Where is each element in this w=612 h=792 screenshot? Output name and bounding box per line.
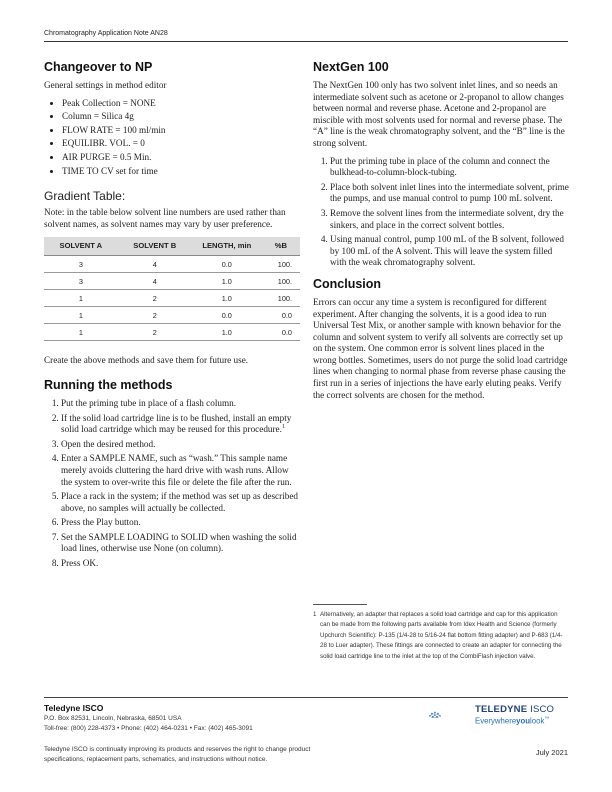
list-item: 3. Open the desired method. <box>61 439 300 451</box>
list-item <box>61 413 300 436</box>
footer-disclaimer: Teledyne ISCO is continually improving its products and reserves the right to change product specifications, replacement parts, schematics, and instructions without notice. <box>44 746 311 763</box>
changeover-intro: General settings in method editor <box>44 80 167 90</box>
table-cell: 3 <box>44 273 118 290</box>
list-item: 3. Remove the solvent lines from the intermediate solvent, dry the sinkers, and place in the correct solvent bottles. <box>330 208 569 231</box>
footnote-text: Alternatively, an adapter that replaces a solid load cartridge and cap for this application can be made from the following parts available from Idex Health and Science (formerly Upchurch Scientific): P-135 (1/4-28 to 5/16-24 flat bottom fitting adapter) and P-683 (1/4-28 to Luer adapter). These fittings are connected to create an adapter for connecting the solid load cartridge line to the inlet at the top of the CombiFlash injection valve. <box>320 611 563 660</box>
list-item: 4. Using manual control, pump 100 mL of the B solvent, followed by 100 mL of the A solvent. This will leave the system filled with the weak chromatography solvent. <box>330 234 569 269</box>
table-cell: 2 <box>118 290 192 307</box>
gradient-note: Note: in the table below solvent line numbers are used rather than solvent names, as solvent names may vary by user preference. <box>44 207 286 229</box>
list-item: 5. Place a rack in the system; if the method was set up as described above, no samples will actually be collected. <box>61 491 300 514</box>
conclusion-heading: Conclusion <box>313 276 382 291</box>
logo-brand <box>475 704 554 715</box>
table-row <box>44 324 300 341</box>
table-cell: 1.0 <box>192 290 262 307</box>
table-cell: 100. <box>262 256 300 273</box>
table-cell: 0.0 <box>262 307 300 324</box>
table-cell: 0.0 <box>192 256 262 273</box>
footnote-mark: 1 <box>313 611 317 618</box>
column-header-length: LENGTH, min <box>192 237 262 256</box>
list-item: • TIME TO CV set for time <box>62 166 300 178</box>
table-cell: 1 <box>44 324 118 341</box>
running-methods-heading: Running the methods <box>44 377 173 392</box>
tagline-trademark: ™ <box>544 716 550 722</box>
table-row <box>44 290 300 307</box>
logo-tagline <box>475 716 554 726</box>
nextgen-heading: NextGen 100 <box>313 60 389 74</box>
column-header-solvent-a: SOLVENT A <box>44 237 118 256</box>
footer-company: Teledyne ISCO <box>44 703 104 713</box>
table-cell: 2 <box>118 324 192 341</box>
table-cell: 0.0 <box>192 307 262 324</box>
logo-brand-name: TELEDYNE <box>475 704 528 715</box>
table-cell: 1.0 <box>192 273 262 290</box>
table-cell: 4 <box>118 256 192 273</box>
list-item: 8. Press OK. <box>61 558 300 570</box>
column-header-solvent-b: SOLVENT B <box>118 237 192 256</box>
right-column <box>313 60 569 407</box>
gradient-table-heading: Gradient Table: <box>44 189 126 204</box>
table-cell: 2 <box>118 307 192 324</box>
table-cell: 4 <box>118 273 192 290</box>
conclusion-body: Errors can occur any time a system is reconfigured for different experiment. After changing the solvents, it is a good idea to run Universal Test Mix, or another sample with known behavior for the column and solvent system to verify all solvents are correctly set up on the system. One common error is solvent lines placed in the wrong bottles. Sometimes, users do not purge the solid load cartridge lines when changing to normal phase from reverse phase causing the first run in a series of injections the have early eluting peaks. Verify the correct solvents are chosen for the method. <box>313 296 568 400</box>
list-item: • EQUILIBR. VOL. = 0 <box>62 138 300 150</box>
footnote-reference: 1 <box>281 424 285 431</box>
running-steps-list <box>44 398 300 570</box>
table-row <box>44 307 300 324</box>
gradient-table <box>44 237 300 341</box>
list-item: 2. Place both solvent inlet lines into the intermediate solvent, prime the pumps, and use manual control to pump 100 mL solvent. <box>330 182 569 205</box>
left-column <box>44 60 300 576</box>
footer-address-block <box>44 714 253 733</box>
running-header: Chromatography Application Note AN28 <box>44 30 168 37</box>
table-row <box>44 273 300 290</box>
footer-address: P.O. Box 82531, Lincoln, Nebraska, 68501 USA <box>44 715 182 722</box>
logo-brand-sub: ISCO <box>530 704 555 715</box>
list-item: • FLOW RATE = 100 ml/min <box>62 125 300 137</box>
nextgen-steps-list <box>313 156 569 269</box>
column-header-percent-b: %B <box>262 237 300 256</box>
table-row <box>44 256 300 273</box>
list-item: • AIR PURGE = 0.5 Min. <box>62 152 300 164</box>
footer-rule <box>44 697 568 698</box>
step-text: If the solid load cartridge line is to be flushed, install an empty solid load cartridge which may be reused for this procedure. <box>61 412 292 435</box>
nextgen-body: The NextGen 100 only has two solvent inlet lines, and so needs an intermediate solvent such as acetone or 2-propanol to allow changes between normal and reverse phase. Acetone and 2-propanol are miscible with most solvents used for normal and reverse phase. The “A” line is the weak chromatography solvent, and the “B” line is the strong solvent. <box>313 80 565 148</box>
tagline-part: look <box>530 716 545 726</box>
table-cell: 3 <box>44 256 118 273</box>
logo-wordmark <box>475 704 554 726</box>
changeover-heading: Changeover to NP <box>44 60 153 74</box>
list-item: • Peak Collection = NONE <box>62 98 300 110</box>
table-header-row <box>44 237 300 256</box>
footnote <box>313 610 569 662</box>
gradient-after-text: Create the above methods and save them for future use. <box>44 355 249 366</box>
footer-contact: Toll-free: (800) 228-4373 • Phone: (402) 464-0231 • Fax: (402) 465-3091 <box>44 724 253 732</box>
table-cell: 0.0 <box>262 324 300 341</box>
tagline-part: Everywhere <box>475 716 517 726</box>
footnote-rule <box>313 604 367 605</box>
list-item: 7. Set the SAMPLE LOADING to SOLID when washing the solid load lines, otherwise use None (on column). <box>61 532 300 555</box>
header-rule <box>44 41 568 42</box>
table-cell: 1.0 <box>192 324 262 341</box>
list-item: • Column = Silica 4g <box>62 111 300 123</box>
method-settings-list <box>44 98 300 178</box>
publication-date: July 2021 <box>535 748 568 757</box>
table-cell: 1 <box>44 290 118 307</box>
list-item: 1. Put the priming tube in place of a flash column. <box>61 398 300 410</box>
table-cell: 1 <box>44 307 118 324</box>
table-cell: 100. <box>262 273 300 290</box>
list-item: 4. Enter a SAMPLE NAME, such as “wash.” This sample name merely avoids cluttering the hard drive with wash runs. Allow the system to over-write this file or delete the file after the run. <box>61 453 300 488</box>
teledyne-logo-icon <box>428 703 472 727</box>
tagline-part-bold: you <box>516 716 531 726</box>
table-cell: 100. <box>262 290 300 307</box>
list-item: 1. Put the priming tube in place of the column and connect the bulkhead-to-column-block-tubing. <box>330 156 569 179</box>
list-item: 6. Press the Play button. <box>61 517 300 529</box>
